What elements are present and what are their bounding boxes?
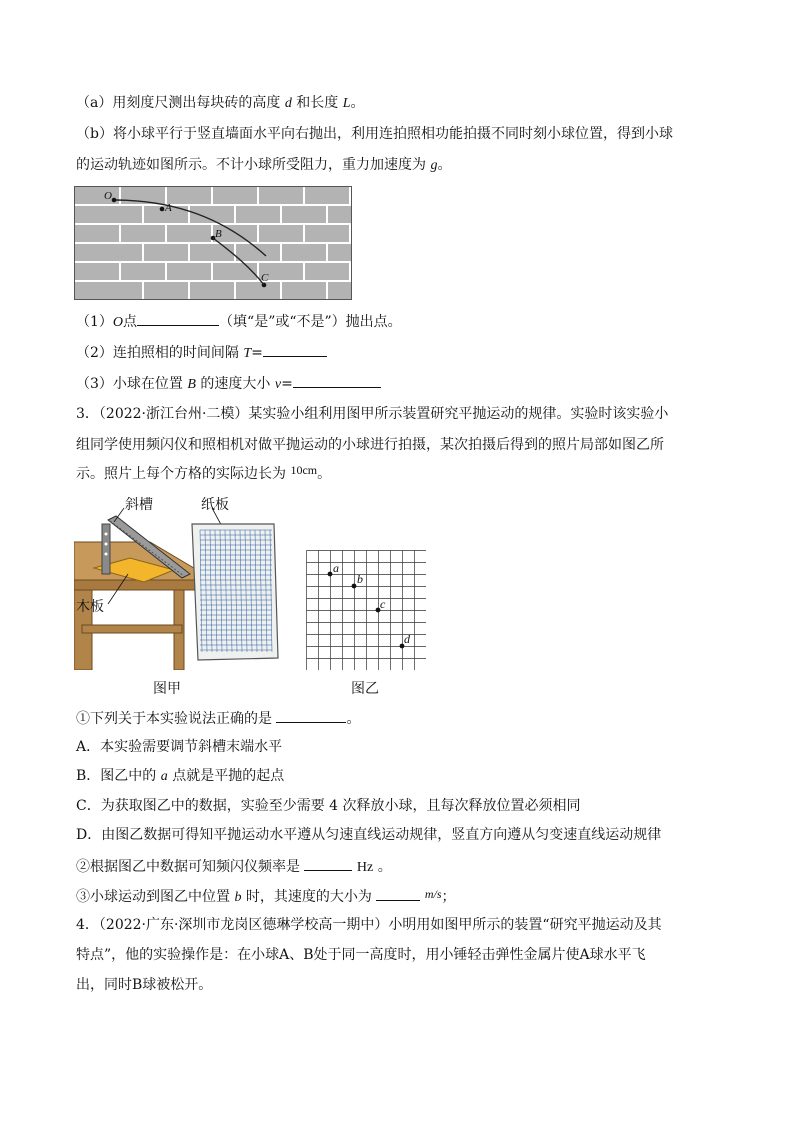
q2-sub1: （1）O点 （填“是”或“不是”）抛出点。 <box>76 311 402 333</box>
point-a-dot <box>160 207 165 212</box>
point-b-label: B <box>215 228 222 240</box>
sub1-answer-blank[interactable] <box>137 311 219 326</box>
point-o-label: O <box>104 190 112 202</box>
q2-sub3: （3）小球在位置 B 的速度大小 v= <box>76 373 381 395</box>
caption-figure-yi: 图乙 <box>351 681 379 697</box>
sub3-answer-blank[interactable] <box>293 373 381 388</box>
q3-option-b: B．图乙中的 a 点就是平抛的起点 <box>76 768 285 784</box>
q2-sub2: （2）连拍照相的时间间隔 T= <box>76 342 327 364</box>
q3-line1: 3．（2022·浙江台州·二模）某实验小组利用图甲所示装置研究平抛运动的规律。实验时该实验小 <box>76 406 669 422</box>
label-chute: 斜槽 <box>125 497 153 513</box>
q3-line3: 示。照片上每个方格的实际边长为 10cm。 <box>76 463 332 482</box>
caption-figure-jia: 图甲 <box>153 681 181 697</box>
q3-option-d: D．由图乙数据可得知平抛运动水平遵从匀速直线运动规律，竖直方向遵从匀变速直线运动规律 <box>76 827 662 843</box>
q3-option-c: C．为获取图乙中的数据，实验至少需要 4 次释放小球，且每次释放位置必须相同 <box>76 798 581 814</box>
sub2-answer-blank[interactable] <box>263 342 327 357</box>
item2-answer-blank[interactable] <box>304 856 352 871</box>
q4-line1: 4．（2022·广东·深圳市龙岗区德琳学校高一期中）小明用如图甲所示的装置“研究平抛运动及其 <box>76 917 662 933</box>
point-o-dot <box>112 198 117 203</box>
q3-item3: ③小球运动到图乙中位置 b 时，其速度的大小为 m/s； <box>76 887 456 905</box>
grid-label-a: a <box>333 561 339 575</box>
apparatus-figure-jia <box>74 490 284 670</box>
q2-step-a: （a）用刻度尺测出每块砖的高度 d 和长度 L。 <box>76 95 365 111</box>
q4-line2: 特点”，他的实验操作是：在小球A、B处于同一高度时，用小锤轻击弹性金属片使A球水平飞 <box>76 947 646 963</box>
grid-point-b <box>352 584 357 589</box>
label-wood-board: 木板 <box>76 599 104 615</box>
grid-label-d: d <box>404 632 410 646</box>
point-c-label: C <box>261 272 269 284</box>
q2-step-b-line1: （b）将小球平行于竖直墙面水平向右抛出，利用连拍照相功能拍摄不同时刻小球位置，得到小球 <box>76 126 673 142</box>
grid-label-b: b <box>357 572 363 586</box>
brick-wall-figure <box>74 186 352 300</box>
q3-item1: ①下列关于本实验说法正确的是 。 <box>76 708 360 729</box>
q3-option-a: A．本实验需要调节斜槽末端水平 <box>76 739 283 755</box>
q2-step-b-line2: 的运动轨迹如图所示。不计小球所受阻力，重力加速度为 g。 <box>76 157 452 173</box>
q3-item2: ②根据图乙中数据可知频闪仪频率是 Hz 。 <box>76 856 392 878</box>
point-a-label: A <box>165 202 172 214</box>
q4-line3: 出，同时B球被松开。 <box>76 977 213 993</box>
label-paper-board: 纸板 <box>201 497 229 513</box>
grid-point-a <box>328 572 333 577</box>
grid-label-c: c <box>380 597 386 611</box>
grid-figure-yi <box>306 550 426 670</box>
item3-answer-blank[interactable] <box>376 886 420 901</box>
item1-answer-blank[interactable] <box>276 708 346 723</box>
q3-line2: 组同学使用频闪仪和照相机对做平抛运动的小球进行拍摄，某次拍摄后得到的照片局部如图乙所 <box>76 437 664 453</box>
